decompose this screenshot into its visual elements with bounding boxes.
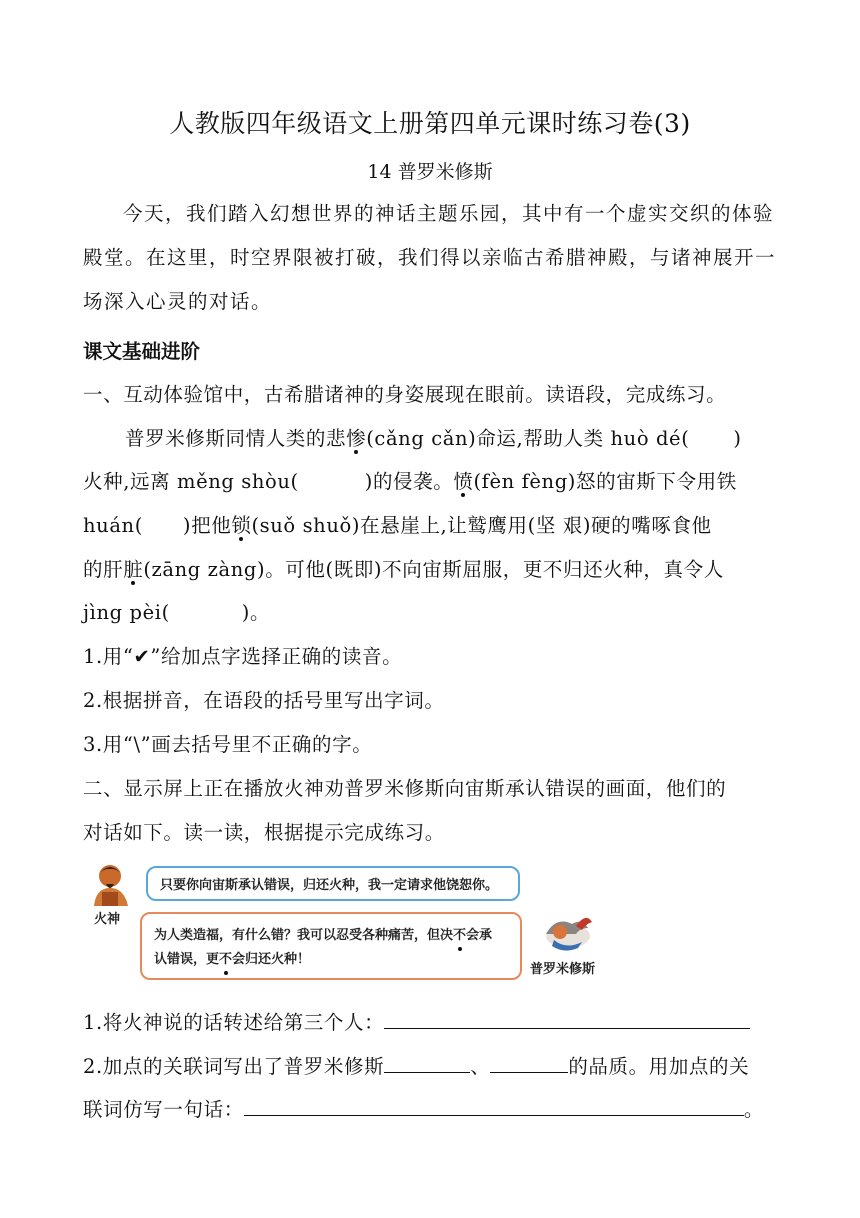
passage-line-2: 火种,远离 měng shòu( )的侵袭。愤(fèn fèng)怒的宙斯下令用铁: [83, 466, 737, 494]
passage-line-4: 的肝脏(zāng zàng)。可他(既即)不向宙斯屈服，更不归还火种，真令人: [83, 554, 724, 582]
intro-paragraph: 今天，我们踏入幻想世界的神话主题乐园，其中有一个虚实交织的体验殿堂。在这里，时空界限被打破，我们得以亲临古希腊神殿，与诸神展开一场深入心灵的对话。: [83, 202, 777, 313]
passage-line-1: 普罗米修斯同情人类的悲惨(cǎng cǎn)命运,帮助人类 huò dé( ): [125, 423, 742, 451]
dotted-char: 脏: [123, 554, 143, 582]
speaker-prometheus: 普罗米修斯: [530, 962, 596, 977]
answer-blank[interactable]: [244, 1097, 744, 1116]
dotted-char: 锁: [231, 510, 251, 538]
q2-task-2-line-1: 2.加点的关联词写出了普罗米修斯 、 的品质。用加点的关: [83, 1055, 750, 1078]
prometheus-icon: [536, 906, 596, 956]
dotted-conjunction: 决不会: [440, 924, 479, 948]
dotted-conjunction: 更不会: [206, 948, 245, 972]
answer-blank[interactable]: [384, 1010, 750, 1029]
q2-task-2-line-2: 联词仿写一句话： 。: [83, 1098, 764, 1121]
lesson-title: 14 普罗米修斯: [367, 161, 493, 183]
task-3: 3.用“\”画去括号里不正确的字。: [83, 733, 373, 756]
task-1: 1.用“✔”给加点字选择正确的读音。: [83, 645, 403, 668]
question-1-prompt: 一、互动体验馆中，古希腊诸神的身姿展现在眼前。读语段，完成练习。: [83, 383, 727, 406]
dotted-char: 愤: [453, 466, 473, 494]
speech-bubble-fire-god: 只要你向宙斯承认错误，归还火种，我一定请求他饶恕你。: [146, 866, 520, 901]
q2-task-1: 1.将火神说的话转述给第三个人：: [83, 1007, 750, 1035]
page-title: 人教版四年级语文上册第四单元课时练习卷(3): [169, 109, 691, 138]
section-heading: 课文基础进阶: [83, 340, 201, 363]
passage-line-5: jìng pèi( )。: [83, 601, 271, 624]
answer-blank[interactable]: [490, 1054, 568, 1073]
dialog-illustration: [88, 858, 608, 983]
passage-line-3: huán( )把他锁(suǒ shuǒ)在悬崖上,让鹫鹰用(坚 艰)硬的嘴啄食他: [83, 510, 712, 538]
dotted-char: 惨: [346, 423, 366, 451]
question-2-prompt-line-1: 二、显示屏上正在播放火神劝普罗米修斯向宙斯承认错误的画面，他们的: [83, 777, 727, 800]
question-2-prompt-line-2: 对话如下。读一读，根据提示完成练习。: [83, 821, 445, 844]
speaker-fire-god: 火神: [94, 912, 121, 927]
speech-bubble-prometheus: 为人类造福，有什么错？我可以忍受各种痛苦，但决不会承 认错误，更不会归还火种！: [140, 912, 522, 980]
fire-god-icon: [88, 860, 140, 908]
task-2: 2.根据拼音，在语段的括号里写出字词。: [83, 689, 445, 712]
answer-blank[interactable]: [384, 1054, 470, 1073]
